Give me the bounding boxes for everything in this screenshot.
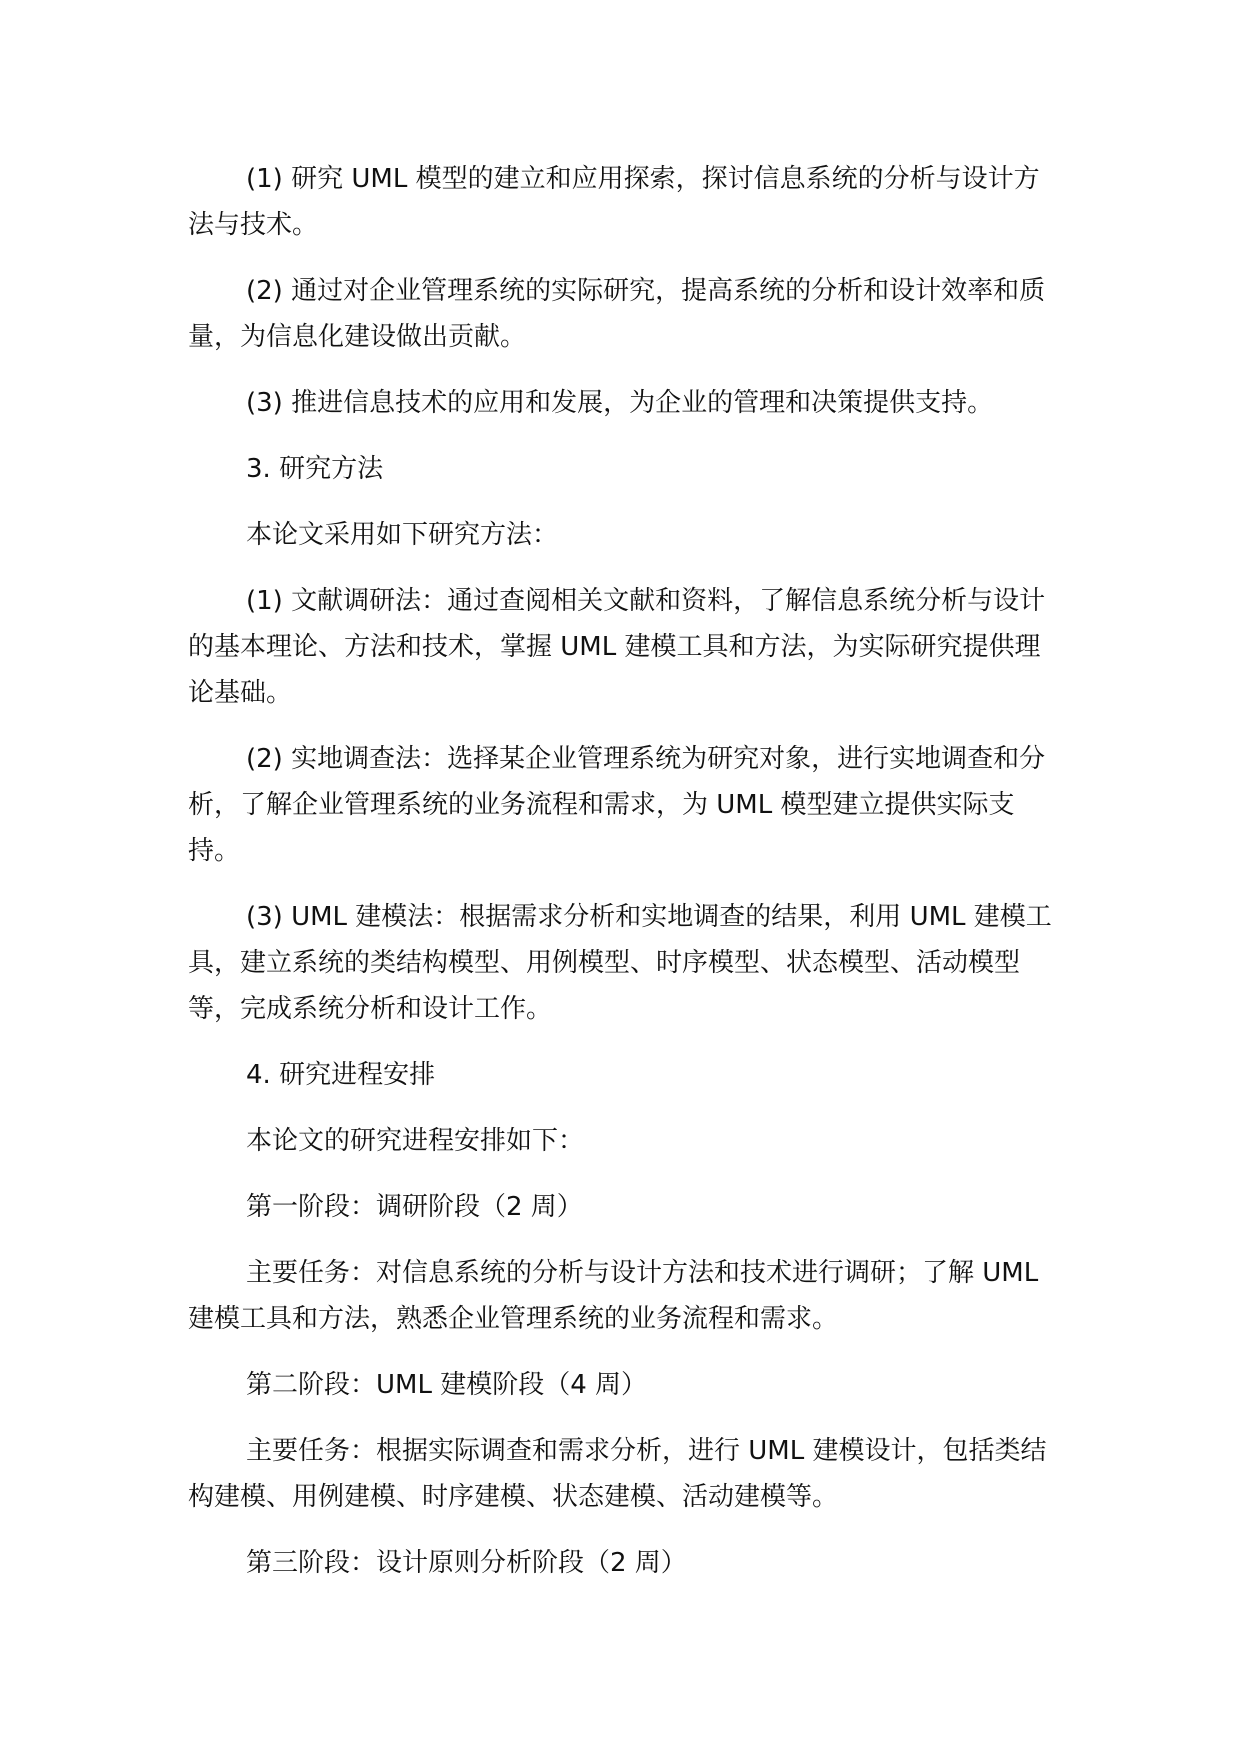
paragraph-method-literature: (1) 文献调研法：通过查阅相关文献和资料，了解信息系统分析与设计的基本理论、方法和技术，掌握 UML 建模工具和方法，为实际研究提供理论基础。 [188,586,1046,708]
paragraph-method-uml-modeling: (3) UML 建模法：根据需求分析和实地调查的结果，利用 UML 建模工具，建立系统的类结构模型、用例模型、时序模型、状态模型、活动模型等，完成系统分析和设计工作。 [188,902,1052,1024]
phase-1-tasks: 主要任务：对信息系统的分析与设计方法和技术进行调研；了解 UML 建模工具和方法，熟悉企业管理系统的业务流程和需求。 [188,1258,1039,1334]
paragraph-objective-1: (1) 研究 UML 模型的建立和应用探索，探讨信息系统的分析与设计方法与技术。 [188,164,1040,240]
phase-2-title: 第二阶段：UML 建模阶段（4 周） [246,1370,648,1400]
section-heading-methods: 3. 研究方法 [246,454,384,484]
phase-2-tasks: 主要任务：根据实际调查和需求分析，进行 UML 建模设计，包括类结构建模、用例建模、时序建模、状态建模、活动建模等。 [188,1436,1047,1512]
paragraph-methods-intro: 本论文采用如下研究方法： [246,520,559,550]
paragraph-objective-2: (2) 通过对企业管理系统的实际研究，提高系统的分析和设计效率和质量，为信息化建设做出贡献。 [188,276,1046,352]
paragraph-objective-3: (3) 推进信息技术的应用和发展，为企业的管理和决策提供支持。 [246,388,994,418]
paragraph-method-field-survey: (2) 实地调查法：选择某企业管理系统为研究对象，进行实地调查和分析，了解企业管理系统的业务流程和需求，为 UML 模型建立提供实际支持。 [188,744,1046,866]
document-body [188,156,1058,1606]
paragraph-schedule-intro: 本论文的研究进程安排如下： [246,1126,585,1156]
phase-1-title: 第一阶段：调研阶段（2 周） [246,1192,583,1222]
phase-3-title: 第三阶段：设计原则分析阶段（2 周） [246,1548,687,1578]
section-heading-schedule: 4. 研究进程安排 [246,1060,436,1090]
